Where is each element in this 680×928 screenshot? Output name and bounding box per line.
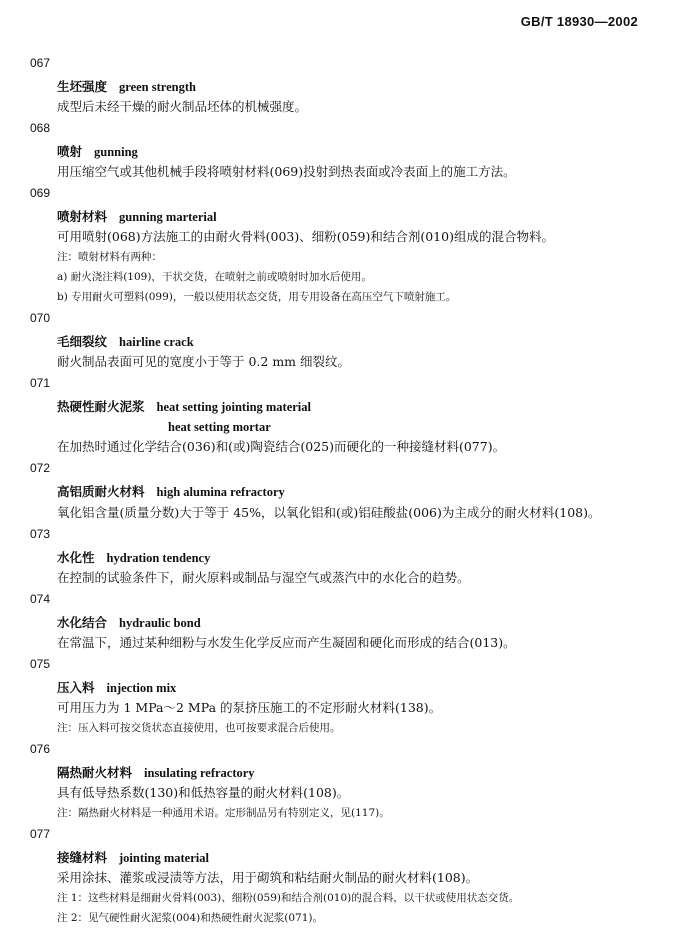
term-english: insulating refractory (144, 766, 255, 780)
entry-note: 注：压入料可按交货状态直接使用，也可按要求混合后使用。 (57, 722, 341, 734)
entry-definition: 在控制的试验条件下，耐火原料或制品与湿空气或蒸汽中的水化合的趋势。 (57, 570, 470, 585)
entry-note: a) 耐火浇注料(109)，干状交货，在喷射之前或喷射时加水后使用。 (57, 271, 372, 283)
glossary-entry (30, 590, 670, 653)
term-chinese: 毛细裂纹 (57, 334, 108, 349)
entry-definition: 可用压力为 1 MPa～2 MPa 的泵挤压施工的不定形耐火材料(138)。 (57, 700, 442, 715)
term-chinese: 压入料 (57, 680, 95, 695)
term-chinese: 水化结合 (57, 615, 108, 630)
term-chinese: 热硬性耐火泥浆 (57, 399, 145, 414)
glossary-entry (30, 459, 670, 523)
entry-definition: 耐火制品表面可见的宽度小于等于 0.2 mm 细裂纹。 (57, 354, 351, 369)
glossary-entry (30, 54, 670, 117)
glossary-entry (30, 374, 670, 457)
glossary-entry (30, 119, 670, 182)
entry-definition: 氧化铝含量(质量分数)大于等于 45%，以氧化铝和(或)铝硅酸盐(006)为主成分的耐火材料(108)。 (57, 505, 601, 520)
term-english: gunning marterial (119, 210, 217, 224)
standard-number: GB/T 18930—2002 (520, 14, 638, 29)
entry-term (30, 848, 670, 868)
entry-note: 注 1：这些材料是细耐火骨料(003)、细粉(059)和结合剂(010)的混合料，以干状或使用状态交货。 (57, 892, 520, 904)
entry-definition: 在加热时通过化学结合(036)和(或)陶瓷结合(025)而硬化的一种接缝材料(077)。 (57, 439, 506, 454)
entry-term (30, 678, 670, 698)
entry-term (30, 207, 670, 227)
term-chinese: 高铝质耐火材料 (57, 484, 145, 499)
entry-term (30, 77, 670, 97)
entry-term (30, 613, 670, 633)
term-english: hydration tendency (106, 551, 211, 565)
term-chinese: 隔热耐火材料 (57, 765, 133, 780)
entry-definition: 成型后未经干燥的耐火制品坯体的机械强度。 (57, 99, 308, 114)
glossary-entry (30, 184, 670, 307)
entry-definition: 具有低导热系数(130)和低热容量的耐火材料(108)。 (57, 785, 350, 800)
entry-number: 071 (30, 376, 51, 390)
entry-definition: 用压缩空气或其他机械手段将喷射材料(069)投射到热表面或冷表面上的施工方法。 (57, 164, 516, 179)
term-chinese: 喷射 (57, 144, 83, 159)
entry-definition: 采用涂抹、灌浆或浸渍等方法，用于砌筑和粘结耐火制品的耐火材料(108)。 (57, 870, 479, 885)
entry-term (30, 332, 670, 352)
term-english: jointing material (119, 851, 209, 865)
entry-number: 068 (30, 121, 51, 135)
entry-number: 072 (30, 461, 51, 475)
entry-note: 注：隔热耐火材料是一种通用术语。定形制品另有特别定义，见(117)。 (57, 807, 390, 819)
entry-number: 070 (30, 311, 51, 325)
term-english: gunning (94, 145, 138, 159)
term-chinese: 生坯强度 (57, 79, 108, 94)
term-english: hairline crack (119, 335, 194, 349)
term-english-alternate: heat setting mortar (168, 420, 271, 434)
term-english: injection mix (106, 681, 177, 695)
glossary-entry (30, 309, 670, 372)
term-chinese: 接缝材料 (57, 850, 108, 865)
term-english: green strength (119, 80, 196, 94)
entry-number: 074 (30, 592, 51, 606)
term-english: high alumina refractory (156, 485, 285, 499)
entry-number: 076 (30, 742, 51, 756)
glossary-entry (30, 655, 670, 738)
entry-note: 注：喷射材料有两种： (57, 251, 162, 263)
entry-note: 注 2：见气硬性耐火泥浆(004)和热硬性耐火泥浆(071)。 (57, 912, 323, 924)
entry-term (30, 397, 670, 417)
entry-number: 073 (30, 527, 51, 541)
term-english: hydraulic bond (119, 616, 201, 630)
term-english: heat setting jointing material (156, 400, 312, 414)
term-chinese: 喷射材料 (57, 209, 108, 224)
glossary-content (30, 54, 670, 928)
entry-term (30, 142, 670, 162)
entry-term (30, 548, 670, 568)
entry-note: b) 专用耐火可塑料(099)，一般以使用状态交货，用专用设备在高压空气下喷射施工。 (57, 291, 457, 303)
entry-definition: 可用喷射(068)方法施工的由耐火骨料(003)、细粉(059)和结合剂(010)组成的混合物料。 (57, 229, 554, 244)
entry-number: 069 (30, 186, 51, 200)
term-chinese: 水化性 (57, 550, 95, 565)
glossary-entry (30, 740, 670, 823)
entry-term (30, 482, 670, 502)
entry-term (30, 763, 670, 783)
entry-number: 075 (30, 657, 51, 671)
entry-number: 077 (30, 827, 51, 841)
entry-definition: 在常温下，通过某种细粉与水发生化学反应而产生凝固和硬化而形成的结合(013)。 (57, 635, 516, 650)
glossary-entry (30, 525, 670, 588)
glossary-entry (30, 825, 670, 928)
entry-number: 067 (30, 56, 51, 70)
